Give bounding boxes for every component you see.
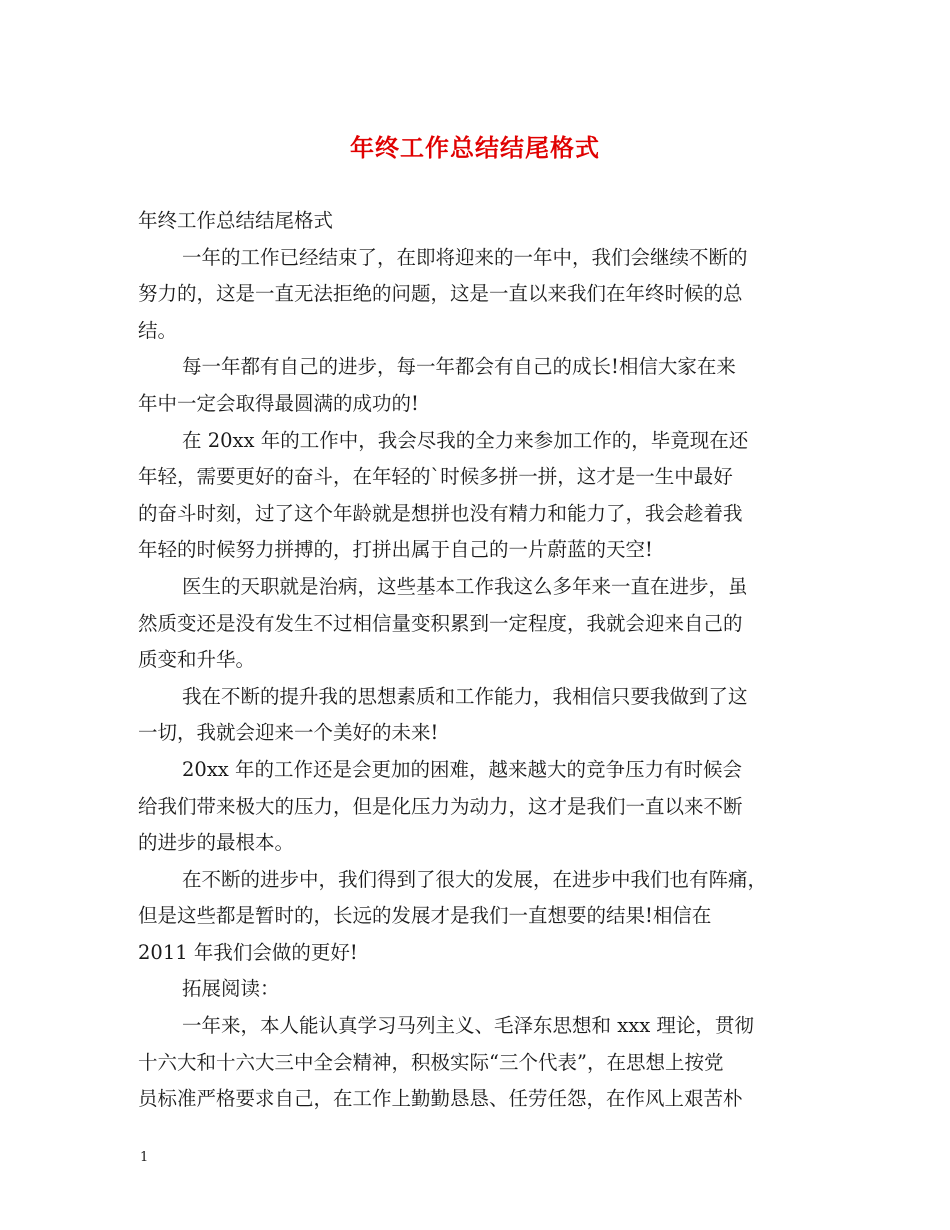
text-line: 拓展阅读： [182,977,280,1001]
text-line: 但是这些都是暂时的，长远的发展才是我们一直想要的结果!相信在 [138,904,712,928]
text-line: 在不断的进步中，我们得到了很大的发展，在进步中我们也有阵痛， [182,867,768,891]
text-line: 一年的工作已经结束了，在即将迎来的一年中，我们会继续不断的 [182,245,748,269]
text-line: 年终工作总结结尾格式 [138,209,334,232]
document-title: 年终工作总结结尾格式 [350,133,600,162]
text-line: 一年来，本人能认真学习马列主义、毛泽东思想和 xxx 理论，贯彻 [182,1014,754,1038]
text-line: 质变和升华。 [138,648,256,672]
text-line: 我在不断的提升我的思想素质和工作能力，我相信只要我做到了这 [182,684,748,708]
page-number: 1 [140,1150,149,1165]
text-line: 每一年都有自己的进步，每一年都会有自己的成长!相信大家在来 [182,355,736,379]
text-line: 结。 [138,318,178,342]
text-line: 年中一定会取得最圆满的成功的! [138,391,419,415]
text-line: 的奋斗时刻，过了这个年龄就是想拼也没有精力和能力了，我会趁着我 [138,501,743,525]
text-line: 年轻，需要更好的奋斗，在年轻的`时候多拼一拼，这才是一生中最好 [138,465,733,489]
text-line: 年轻的时候努力拼搏的，打拼出属于自己的一片蔚蓝的天空! [138,538,653,562]
text-line: 员标准严格要求自己，在工作上勤勤恳恳、任劳任怨，在作风上艰苦朴 [138,1087,743,1111]
text-line: 然质变还是没有发生不过相信量变积累到一定程度，我就会迎来自己的 [138,611,743,635]
text-line: 在 20xx 年的工作中，我会尽我的全力来参加工作的，毕竟现在还 [182,428,749,452]
text-line: 给我们带来极大的压力，但是化压力为动力，这才是我们一直以来不断 [138,794,743,818]
text-line: 医生的天职就是治病，这些基本工作我这么多年来一直在进步，虽 [182,574,748,598]
document-body [138,203,816,1118]
text-line: 2011 年我们会做的更好! [138,940,358,964]
text-line: 一切，我就会迎来一个美好的未来! [138,721,439,745]
text-line: 努力的，这是一直无法拒绝的问题，这是一直以来我们在年终时候的总 [138,282,743,306]
text-line: 十六大和十六大三中全会精神，积极实际“三个代表”，在思想上按党 [138,1050,724,1074]
text-line: 的进步的最根本。 [138,831,295,855]
text-line: 20xx 年的工作还是会更加的困难，越来越大的竞争压力有时候会 [182,757,743,781]
